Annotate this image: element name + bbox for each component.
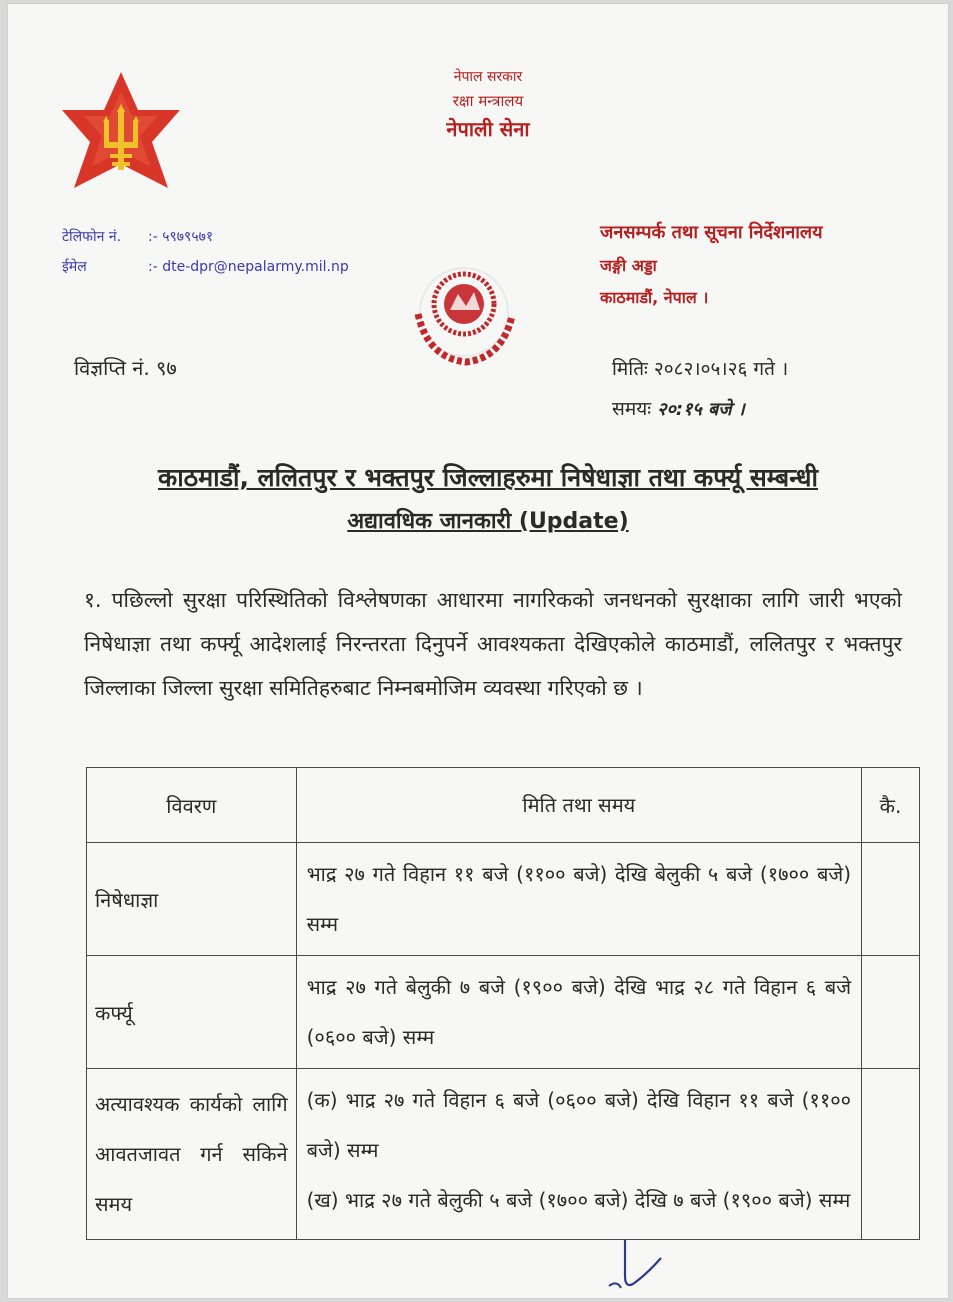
issue-time-row — [612, 389, 788, 430]
title-line-1: काठमाडौं, ललितपुर र भक्तपुर जिल्लाहरुमा निषेधाज्ञा तथा कर्फ्यू सम्बन्धी — [158, 463, 818, 492]
time-value: २०:१५ बजे । — [657, 399, 745, 420]
header-titles — [408, 66, 568, 144]
row-label: निषेधाज्ञा — [87, 843, 297, 956]
schedule-table — [86, 767, 920, 1240]
phone-label: टेलिफोन नं. — [62, 229, 122, 245]
phone-value: :- ५९७९५७१ — [148, 229, 214, 245]
contact-info — [62, 222, 349, 282]
army-name: नेपाली सेना — [446, 117, 530, 141]
email-row — [62, 252, 349, 282]
government-name: नेपाल सरकार — [453, 69, 523, 85]
row-detail-a: (क) भाद्र २७ गते विहान ६ बजे (०६०० बजे) देखि विहान ११ बजे (११०० बजे) सम्म — [306, 1088, 852, 1162]
date-time-block — [612, 349, 788, 430]
row-remark — [862, 843, 920, 956]
table-row — [87, 956, 920, 1069]
table-row — [87, 843, 920, 956]
row-detail: भाद्र २७ गते विहान ११ बजे (११०० बजे) देखि बेलुकी ५ बजे (१७०० बजे) सम्म — [296, 843, 861, 956]
document-page — [8, 4, 948, 1298]
row-detail: भाद्र २७ गते बेलुकी ७ बजे (१९०० बजे) देखि भाद्र २८ गते विहान ६ बजे (०६०० बजे) सम्म — [296, 956, 861, 1069]
row-label: अत्यावश्यक कार्यको लागि आवतजावत गर्न सकिने समय — [87, 1069, 297, 1240]
email-label: ईमेल — [62, 259, 87, 275]
title-line-2: अद्यावधिक जानकारी (Update) — [347, 509, 629, 534]
department-place: जङ्गी अड्डा — [600, 256, 657, 275]
notice-paragraph: १. पछिल्लो सुरक्षा परिस्थितिको विश्लेषणका आधारमा नागरिकको जनधनको सुरक्षाका लागि जारी भएको निषेधाज्ञा तथा कर्फ्यू आदेशलाई निरन्तरता दिनुपर्ने आवश्यकता देखिएकोले काठमाडौं, ललितपुर र भक्तपुर जिल्लाका जिल्ला सुरक्षा समितिहरुबाट निम्नबमोजिम व्यवस्था गरिएको छ । — [84, 588, 902, 700]
row-detail — [296, 1069, 861, 1240]
row-remark — [862, 1069, 920, 1240]
table-header-row — [87, 768, 920, 843]
row-detail-b: (ख) भाद्र २७ गते बेलुकी ५ बजे (१७०० बजे) देखि ७ बजे (१९०० बजे) सम्म — [306, 1188, 851, 1212]
row-remark — [862, 956, 920, 1069]
header-description: विवरण — [87, 768, 297, 843]
notice-number: विज्ञप्ति नं. ९७ — [74, 356, 177, 380]
time-label: समयः — [612, 398, 652, 420]
handwritten-signature-icon — [603, 1236, 673, 1296]
phone-row — [62, 222, 349, 252]
row-label: कर्फ्यू — [87, 956, 297, 1069]
ministry-name: रक्षा मन्त्रालय — [452, 92, 524, 110]
department-city: काठमाडौं, नेपाल । — [600, 288, 709, 307]
issue-date: मितिः २०८२।०५।२६ गते । — [612, 358, 789, 380]
table-row — [87, 1069, 920, 1240]
email-value: :- dte-dpr@nepalarmy.mil.np — [148, 259, 349, 275]
department-name: जनसम्पर्क तथा सूचना निर्देशनालय — [600, 222, 823, 243]
header-remarks: कै. — [862, 768, 920, 843]
directorate-seal-icon — [388, 254, 548, 384]
department-block — [600, 216, 823, 314]
header-date-time: मिति तथा समय — [296, 768, 861, 843]
nepal-army-star-emblem-icon — [60, 70, 182, 210]
notice-title — [48, 456, 928, 544]
